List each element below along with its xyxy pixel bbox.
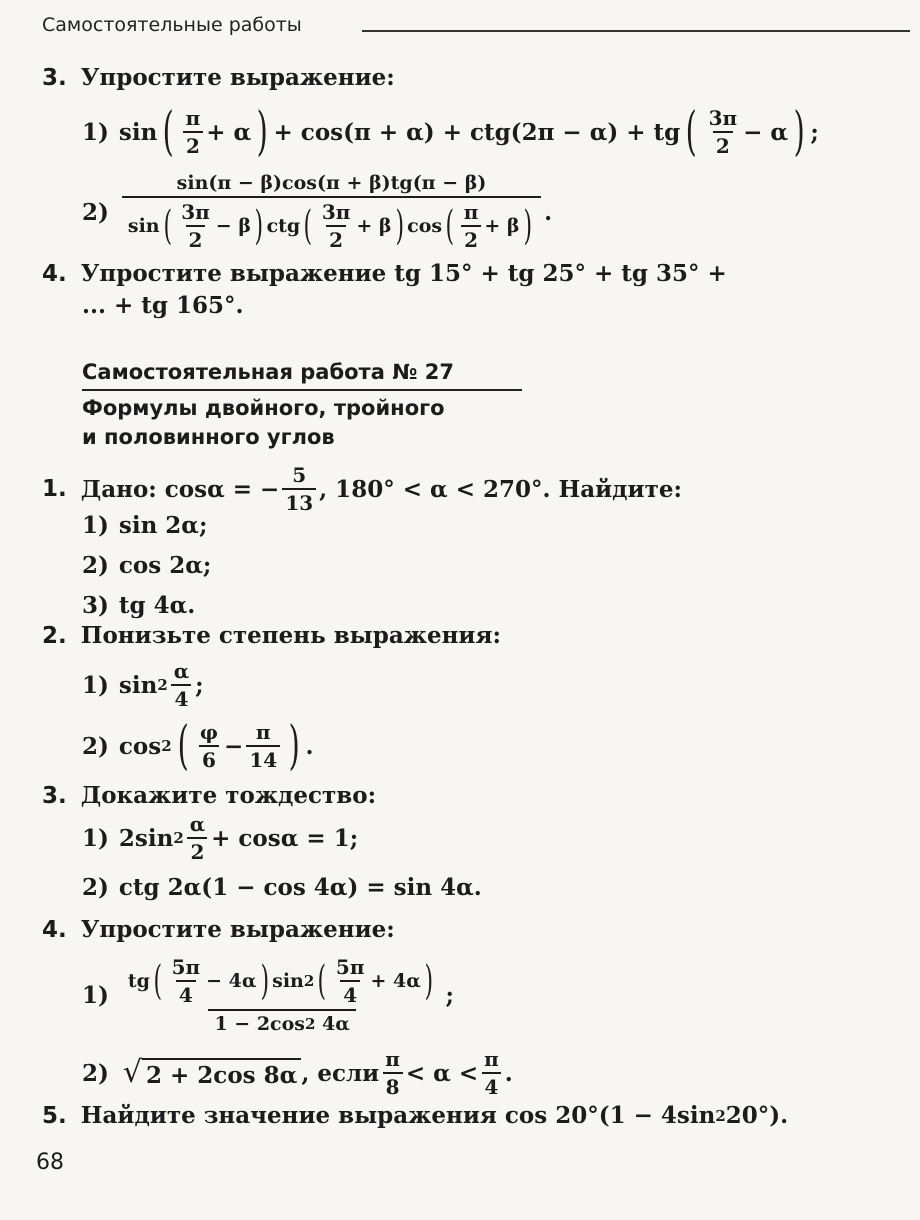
task-2-sub-2: 2) cos 2 ( $\frac{\varphi}{6}$ − $\frac{\pi}{14}$ ) . [82,716,314,776]
task-3: 3. Докажите тождество: [42,782,377,809]
prev-task-3-sub-1: 1) sin ( $\frac{\pi}{2}$ + α ) + cos(π + α) + ctg(2π − α) + tg ( $\frac{3\pi}{2}$ − α ) ; [82,102,819,162]
task-number: 4. [42,260,67,287]
task-1: 1. Дано: cosα = − $\frac{5}{13}$ , 180° < α < 270°. Найдите: [42,463,682,515]
task-number: 1. [42,476,67,502]
task-1-sub-2: 2) cos 2α; [82,552,212,579]
task-3-sub-2: 2) ctg 2α(1 − cos 4α) = sin 4α. [82,874,482,901]
task-1-sub-1: 1) sin 2α; [82,512,208,539]
task-title: Упростите выражение: [80,64,395,91]
section-topic-line-2: и половинного углов [82,425,335,449]
task-number: 4. [42,916,67,943]
prev-task-3 [42,64,395,91]
section-number: Самостоятельная работа № 27 [82,360,455,384]
page-number: 68 [36,1150,64,1175]
square-root: √ 2 + 2cos 8α [123,1058,301,1089]
prev-task-4-line-2: ... + tg 165°. [82,292,244,319]
prev-task-4: 4. Упростите выражение tg 15° + tg 25° + tg 35° + [42,260,727,287]
task-4: 4. Упростите выражение: [42,916,395,943]
task-2-sub-1: 1) sin 2 $\frac{\alpha}{4}$ ; [82,659,204,711]
task-2: 2. Понизьте степень выражения: [42,622,501,649]
expression-fraction: tg ( $\frac{5\pi}{4}$ − 4α ) sin 2 ( $\frac{5\pi}{4}$ + 4α ) 1 − 2cos 2 4α [127,955,433,1035]
task-4-sub-1: 1) tg ( $\frac{5\pi}{4}$ − 4α ) sin 2 ( $\frac{5\pi}{4}$ + 4α ) 1 − 2cos 2 4α ; [82,955,454,1035]
header-rule [362,30,910,32]
task-number: 3. [42,64,67,91]
section-topic-line-1: Формулы двойного, тройного [82,396,445,420]
task-number: 3. [42,782,67,809]
task-number: 2. [42,622,67,649]
prev-task-3-sub-2: 2) sin(π − β)cos(π + β)tg(π − β) sin ( $\frac{3\pi}{2}$ − β ) ctg ( $\frac{3\pi}{2}$ + β ) cos ( $\frac{\pi}{2}$ + β ) . [82,172,553,252]
task-3-sub-1: 1) 2sin 2 $\frac{\alpha}{2}$ + cosα = 1; [82,812,359,864]
task-1-sub-3: 3) tg 4α. [82,592,196,619]
task-number: 5. [42,1102,67,1129]
expression-fraction: sin(π − β)cos(π + β)tg(π − β) sin ( $\frac{3\pi}{2}$ − β ) ctg ( $\frac{3\pi}{2}$ + β ) cos ( $\frac{\pi}{2}$ + β ) [122,172,541,252]
task-4-sub-2: 2) √ 2 + 2cos 8α , если $\frac{\pi}{8}$ < α < $\frac{\pi}{4}$ . [82,1047,513,1099]
running-header: Самостоятельные работы [42,14,302,36]
task-5: 5. Найдите значение выражения cos 20°(1 − 4sin 2 20°). [42,1102,789,1129]
section-rule [82,389,522,391]
